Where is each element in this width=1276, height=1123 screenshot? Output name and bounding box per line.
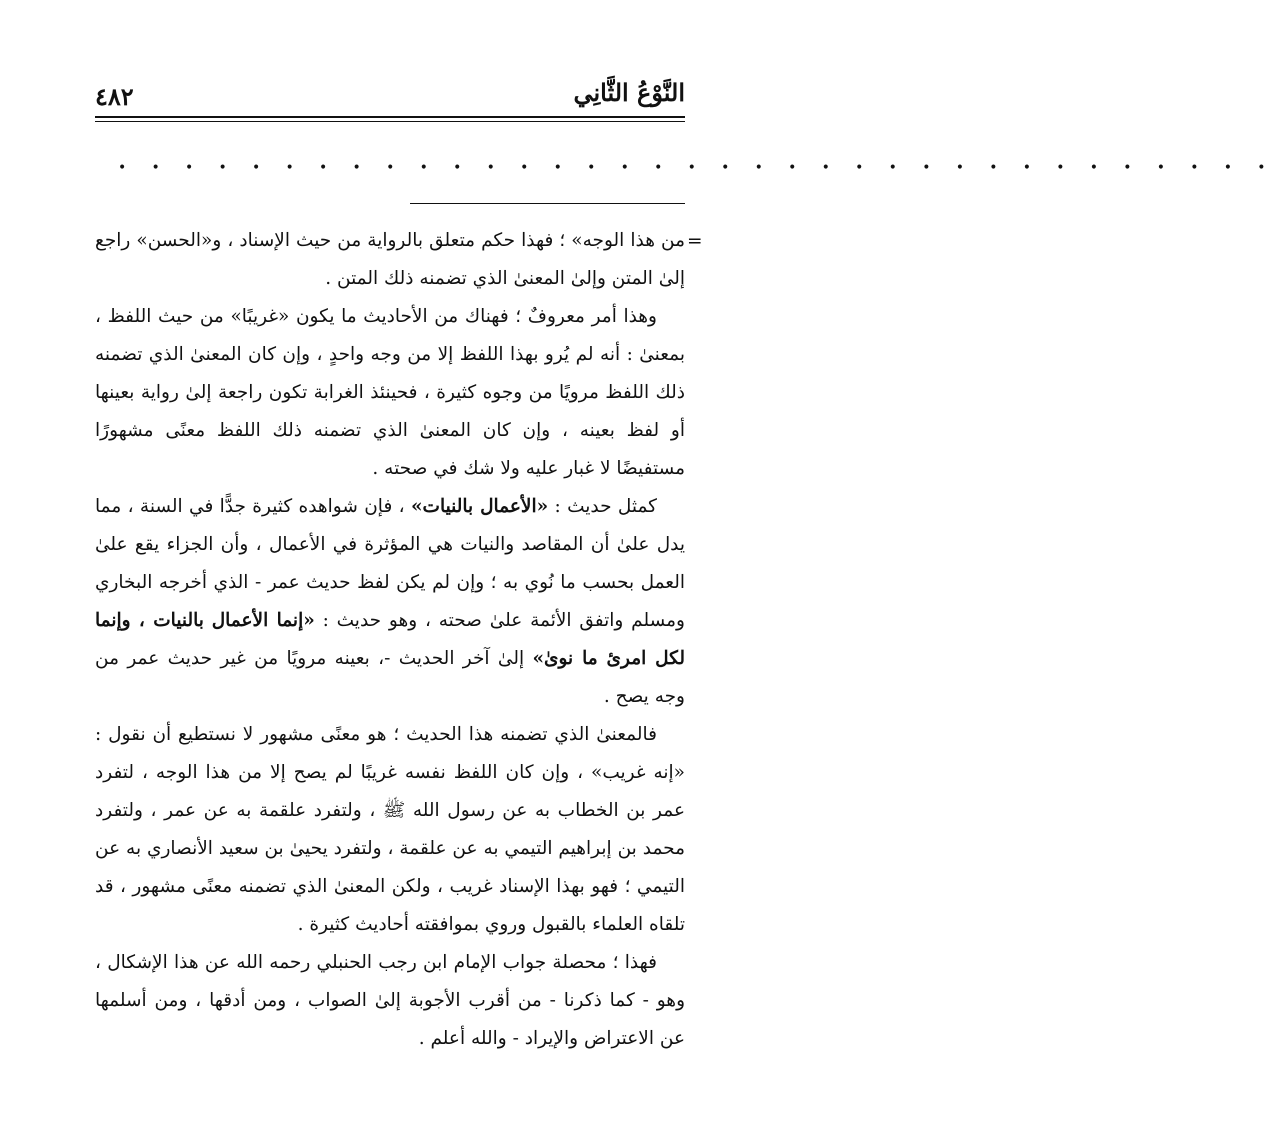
hadith-quote-2: «إنما الأعمال bbox=[211, 610, 315, 631]
footnote-separator-dots: • • • • • • • • • • • • • • • • • • • • • • • • • • • • • • • • • • • bbox=[118, 160, 1276, 176]
page-header bbox=[95, 78, 685, 114]
paragraph-4: فالمعنىٰ الذي تضمنه هذا الحديث ؛ هو معنًى مشهور لا نستطيع أن نقول : «إنه غريب» ، وإن كان اللفظ نفسه غريبًا لم يصح إلا من هذا الوجه ، لتفرد عمر بن الخطاب به عن رسول الله ﷺ ، ولتفرد علقمة به عن عمر ، ولتفرد محمد بن إبراهيم التيمي به عن علقمة ، ولتفرد يحيىٰ بن سعيد الأنصاري به عن التيمي ؛ فهو بهذا الإسناد غريب ، ولكن المعنىٰ الذي تضمنه معنًى مشهور ، قد تلقاه العلماء بالقبول وروي بموافقته أحاديث كثيرة . bbox=[95, 724, 685, 935]
paragraph-5: فهذا ؛ محصلة جواب الإمام ابن رجب الحنبلي رحمه الله عن هذا الإشكال ، وهو - كما ذكرنا - من أقرب الأجوبة إلىٰ الصواب ، ومن أدقها ، ومن أسلمها عن الاعتراض والإيراد - والله أعلم . bbox=[95, 952, 685, 1049]
paragraph-3: كمثل حديث : «الأعمال بالنيات» ، فإن شواهده كثيرة جدًّا في السنة ، مما يدل علىٰ أن المقاصد والنيات هي المؤثرة في الأعمال ، وأن الجزاء يقع علىٰ العمل بحسب ما نُوي به ؛ وإن لم يكن لفظ حديث عمر - الذي أخرجه البخاري ومسلم واتفق الأئمة علىٰ صحته ، وهو حديث : «إنما الأعمال بالنيات ، وإنما لكل امرئ ما نوىٰ» إلىٰ آخر الحديث -، بعينه مرويًا من غير حديث عمر من وجه يصح . bbox=[95, 496, 686, 707]
header-rule-thick bbox=[95, 116, 685, 118]
page-number: ٤٨٢ bbox=[95, 82, 134, 111]
body-text bbox=[95, 222, 685, 1058]
hadith-quote-3: بالنيات ، وإنما لكل امرئ ما نوىٰ» bbox=[95, 610, 686, 669]
paragraph-2: وهذا أمر معروفٌ ؛ فهناك من الأحاديث ما يكون «غريبًا» من حيث اللفظ ، بمعنىٰ : أنه لم يُرو بهذا اللفظ إلا من وجه واحدٍ ، وإن كان المعنىٰ الذي تضمنه ذلك اللفظ مرويًا من وجوه كثيرة ، فحينئذ الغرابة تكون راجعة إلىٰ رواية بعينها أو لفظ بعينه ، وإن كان المعنىٰ الذي تضمنه ذلك اللفظ معنًى مشهورًا مستفيضًا لا غبار عليه ولا شك في صحته . bbox=[95, 306, 685, 479]
continuation-mark: = bbox=[687, 231, 703, 252]
running-title: النَّوْعُ الثَّانِي bbox=[573, 78, 685, 107]
footnote-separator-rule bbox=[410, 203, 685, 204]
hadith-quote-1: «الأعمال بالنيات» bbox=[410, 496, 549, 517]
header-rule-thin bbox=[95, 121, 685, 122]
paragraph-1: من هذا الوجه» ؛ فهذا حكم متعلق بالرواية من حيث الإسناد ، و«الحسن» راجع إلىٰ المتن وإلىٰ المعنىٰ الذي تضمنه ذلك المتن . bbox=[95, 230, 685, 289]
